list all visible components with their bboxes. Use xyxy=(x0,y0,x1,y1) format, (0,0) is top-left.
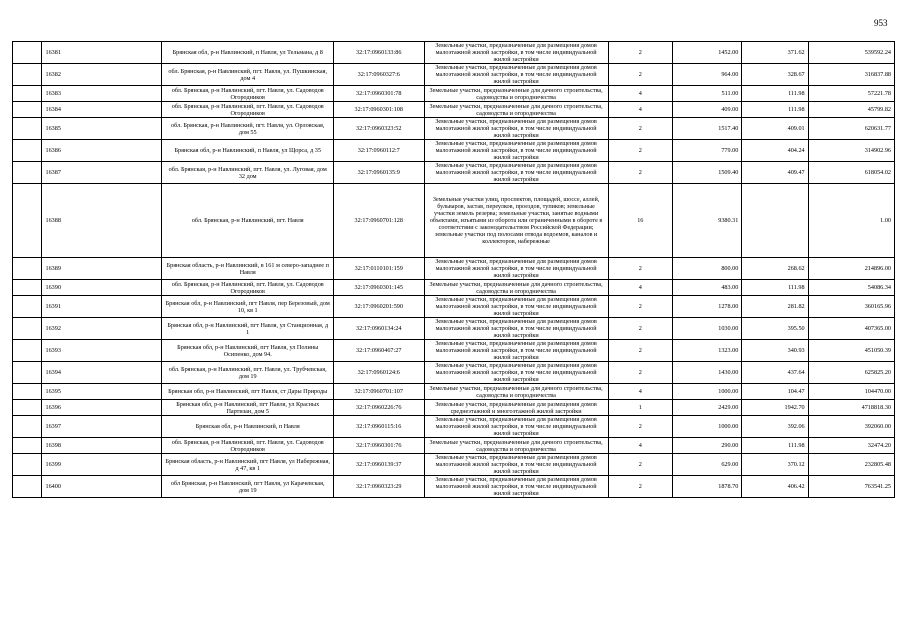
address-cell: Брянская обл, р-н Навлинский, п Навля xyxy=(162,416,334,438)
area-cell: 290.00 xyxy=(672,438,741,454)
address-cell: обл Брянская, р-н Навлинский, пгт Навля, ул Карачевская, дом 19 xyxy=(162,476,334,498)
area-cell: 629.00 xyxy=(672,454,741,476)
table-row xyxy=(13,476,895,498)
empty-cell xyxy=(13,400,42,416)
land-use-cell: Земельные участки улиц, проспектов, площадей, шоссе, аллей, бульваров, застав, переулков, проездов, тупиков; земельные участки земель резерва; земельные участки, занятые водными объектами, изъятыми из оборота или ограниченными в обороте в соответствии с законодательством Российской Федерации; земельные участки под полосами отвода водоемов, каналов и коллекторов, набережные xyxy=(424,184,608,258)
specific-value-cell: 395.50 xyxy=(742,318,808,340)
area-cell: 1430.00 xyxy=(672,362,741,384)
row-number: 16399 xyxy=(42,454,162,476)
area-cell: 1509.40 xyxy=(672,162,741,184)
row-number: 16383 xyxy=(42,86,162,102)
category-cell: 2 xyxy=(608,258,672,280)
empty-cell xyxy=(13,280,42,296)
cadastral-value-cell: 32474.20 xyxy=(808,438,894,454)
area-cell: 1278.00 xyxy=(672,296,741,318)
table-row xyxy=(13,42,895,64)
empty-cell xyxy=(13,318,42,340)
category-cell: 2 xyxy=(608,42,672,64)
land-use-cell: Земельные участки, предназначенные для размещения домов малоэтажной жилой застройки, в том числе индивидуальной жилой застройки xyxy=(424,140,608,162)
empty-cell xyxy=(13,340,42,362)
category-cell: 1 xyxy=(608,400,672,416)
address-cell: обл. Брянская, р-н Навлинский, пгт. Навля, ул. Садоводов Огородников xyxy=(162,438,334,454)
area-cell: 511.00 xyxy=(672,86,741,102)
row-number: 16394 xyxy=(42,362,162,384)
table-row xyxy=(13,416,895,438)
cadastral-value-cell: 360165.96 xyxy=(808,296,894,318)
cadastral-number-cell: 32:17:0960323:29 xyxy=(334,476,425,498)
cadastral-number-cell: 32:17:0960701:128 xyxy=(334,184,425,258)
category-cell: 2 xyxy=(608,476,672,498)
category-cell: 2 xyxy=(608,162,672,184)
cadastral-value-cell: 45799.82 xyxy=(808,102,894,118)
category-cell: 2 xyxy=(608,318,672,340)
area-cell: 1000.00 xyxy=(672,416,741,438)
address-cell: Брянская обл, р-н Навлинский, п Навля, ул Щорса, д 35 xyxy=(162,140,334,162)
category-cell: 4 xyxy=(608,102,672,118)
empty-cell xyxy=(13,184,42,258)
category-cell: 2 xyxy=(608,416,672,438)
empty-cell xyxy=(13,258,42,280)
land-use-cell: Земельные участки, предназначенные для размещения домов малоэтажной жилой застройки, в том числе индивидуальной жилой застройки xyxy=(424,454,608,476)
category-cell: 4 xyxy=(608,438,672,454)
area-cell: 1517.40 xyxy=(672,118,741,140)
row-number: 16397 xyxy=(42,416,162,438)
cadastral-value-cell: 1.00 xyxy=(808,184,894,258)
table-row xyxy=(13,318,895,340)
address-cell: Брянская обл, р-н Навлинский, пгт Навля, ул Станционная, д 1 xyxy=(162,318,334,340)
land-use-cell: Земельные участки, предназначенные для размещения домов малоэтажной жилой застройки, в том числе индивидуальной жилой застройки xyxy=(424,362,608,384)
area-cell: 9380.31 xyxy=(672,184,741,258)
cadastral-number-cell: 32:17:0960139:37 xyxy=(334,454,425,476)
area-cell: 409.00 xyxy=(672,102,741,118)
category-cell: 2 xyxy=(608,454,672,476)
category-cell: 4 xyxy=(608,86,672,102)
land-use-cell: Земельные участки, предназначенные для размещения домов малоэтажной жилой застройки, в том числе индивидуальной жилой застройки xyxy=(424,258,608,280)
row-number: 16392 xyxy=(42,318,162,340)
cadastral-number-cell: 32:17:0960135:9 xyxy=(334,162,425,184)
land-use-cell: Земельные участки, предназначенные для размещения домов среднеэтажной и многоэтажной жилой застройки xyxy=(424,400,608,416)
specific-value-cell: 404.24 xyxy=(742,140,808,162)
address-cell: обл. Брянская, р-н Навлинский, пгт. Навля, ул. Пушкинская, дом 4 xyxy=(162,64,334,86)
empty-cell xyxy=(13,438,42,454)
cadastral-number-cell: 32:17:0110101:159 xyxy=(334,258,425,280)
row-number: 16386 xyxy=(42,140,162,162)
row-number: 16398 xyxy=(42,438,162,454)
cadastral-number-cell: 32:17:0960701:107 xyxy=(334,384,425,400)
category-cell: 2 xyxy=(608,340,672,362)
category-cell: 4 xyxy=(608,384,672,400)
category-cell: 2 xyxy=(608,64,672,86)
specific-value-cell: 111.98 xyxy=(742,102,808,118)
category-cell: 4 xyxy=(608,280,672,296)
category-cell: 2 xyxy=(608,362,672,384)
cadastral-number-cell: 32:17:0960134:24 xyxy=(334,318,425,340)
empty-cell xyxy=(13,102,42,118)
row-number: 16382 xyxy=(42,64,162,86)
empty-cell xyxy=(13,384,42,400)
specific-value-cell: 371.62 xyxy=(742,42,808,64)
land-use-cell: Земельные участки, предназначенные для размещения домов малоэтажной жилой застройки, в том числе индивидуальной жилой застройки xyxy=(424,296,608,318)
empty-cell xyxy=(13,454,42,476)
specific-value-cell: 437.64 xyxy=(742,362,808,384)
cadastral-number-cell: 32:17:0960115:16 xyxy=(334,416,425,438)
area-cell: 800.00 xyxy=(672,258,741,280)
area-cell: 964.00 xyxy=(672,64,741,86)
table-row xyxy=(13,296,895,318)
land-use-cell: Земельные участки, предназначенные для размещения домов малоэтажной жилой застройки, в том числе индивидуальной жилой застройки xyxy=(424,118,608,140)
row-number: 16384 xyxy=(42,102,162,118)
specific-value-cell: 1942.70 xyxy=(742,400,808,416)
table-row xyxy=(13,400,895,416)
cadastral-number-cell: 32:17:0960112:7 xyxy=(334,140,425,162)
land-use-cell: Земельные участки, предназначенные для размещения домов малоэтажной жилой застройки, в том числе индивидуальной жилой застройки xyxy=(424,64,608,86)
address-cell: Брянская обл, р-н Навлинский, пгт Навля, ул Полины Осипенко, дом 94. xyxy=(162,340,334,362)
land-use-cell: Земельные участки, предназначенные для дачного строительства, садоводства и огородничества xyxy=(424,86,608,102)
empty-cell xyxy=(13,64,42,86)
address-cell: обл. Брянская, р-н Навлинский, пгт. Навля, ул. Садоводов Огородников xyxy=(162,86,334,102)
specific-value-cell: 268.62 xyxy=(742,258,808,280)
cadastral-number-cell: 32:17:0960467:27 xyxy=(334,340,425,362)
area-cell: 779.00 xyxy=(672,140,741,162)
cadastral-value-cell: 539592.24 xyxy=(808,42,894,64)
category-cell: 16 xyxy=(608,184,672,258)
cadastral-value-cell: 407365.00 xyxy=(808,318,894,340)
category-cell: 2 xyxy=(608,140,672,162)
address-cell: обл. Брянская, р-н Навлинский, пгт. Навля, ул. Луговая, дом 32 дом xyxy=(162,162,334,184)
specific-value-cell: 104.47 xyxy=(742,384,808,400)
page-number: 953 xyxy=(874,18,888,28)
address-cell: Брянская область, р-н Навлинский, в 161 м северо-западнее п Навля xyxy=(162,258,334,280)
specific-value-cell: 409.47 xyxy=(742,162,808,184)
cadastral-value-cell: 625825.20 xyxy=(808,362,894,384)
cadastral-value-cell: 763541.25 xyxy=(808,476,894,498)
table-row xyxy=(13,454,895,476)
row-number: 16388 xyxy=(42,184,162,258)
cadastral-number-cell: 32:17:0960301:108 xyxy=(334,102,425,118)
land-use-cell: Земельные участки, предназначенные для размещения домов малоэтажной жилой застройки, в том числе индивидуальной жилой застройки xyxy=(424,476,608,498)
row-number: 16395 xyxy=(42,384,162,400)
cadastral-value-cell: 232805.48 xyxy=(808,454,894,476)
specific-value-cell: 111.98 xyxy=(742,86,808,102)
cadastral-value-cell: 451050.39 xyxy=(808,340,894,362)
area-cell: 483.00 xyxy=(672,280,741,296)
empty-cell xyxy=(13,86,42,102)
cadastral-value-cell: 104470.00 xyxy=(808,384,894,400)
land-use-cell: Земельные участки, предназначенные для размещения домов малоэтажной жилой застройки, в том числе индивидуальной жилой застройки xyxy=(424,162,608,184)
area-cell: 1000.00 xyxy=(672,384,741,400)
table-row xyxy=(13,362,895,384)
specific-value-cell: 111.98 xyxy=(742,280,808,296)
empty-cell xyxy=(13,416,42,438)
category-cell: 2 xyxy=(608,118,672,140)
specific-value-cell xyxy=(742,184,808,258)
address-cell: Брянская обл, р-н Навлинский, п Навля, ул Тельмана, д 8 xyxy=(162,42,334,64)
cadastral-number-cell: 32:17:0960323:52 xyxy=(334,118,425,140)
empty-cell xyxy=(13,118,42,140)
table-row xyxy=(13,162,895,184)
land-use-cell: Земельные участки, предназначенные для дачного строительства, садоводства и огородничества xyxy=(424,384,608,400)
cadastral-number-cell: 32:17:0960327:6 xyxy=(334,64,425,86)
row-number: 16387 xyxy=(42,162,162,184)
address-cell: обл. Брянская, р-н Навлинский, пгт. Навля, ул. Садоводов Огородников xyxy=(162,102,334,118)
address-cell: обл. Брянская, р-н Навлинский, пгт. Навля xyxy=(162,184,334,258)
specific-value-cell: 281.82 xyxy=(742,296,808,318)
specific-value-cell: 370.12 xyxy=(742,454,808,476)
specific-value-cell: 111.98 xyxy=(742,438,808,454)
empty-cell xyxy=(13,476,42,498)
empty-cell xyxy=(13,362,42,384)
cadastral-number-cell: 32:17:0960226:76 xyxy=(334,400,425,416)
cadastral-value-cell: 214896.00 xyxy=(808,258,894,280)
specific-value-cell: 392.06 xyxy=(742,416,808,438)
table-row xyxy=(13,258,895,280)
address-cell: Брянская обл, р-н Навлинский, пгт Навля, ул Красных Партизан, дом 5 xyxy=(162,400,334,416)
cadastral-number-cell: 32:17:0960301:76 xyxy=(334,438,425,454)
specific-value-cell: 409.01 xyxy=(742,118,808,140)
area-cell: 1030.00 xyxy=(672,318,741,340)
row-number: 16389 xyxy=(42,258,162,280)
table-row xyxy=(13,86,895,102)
table-row xyxy=(13,438,895,454)
category-cell: 2 xyxy=(608,296,672,318)
cadastral-value-cell: 57221.78 xyxy=(808,86,894,102)
cadastral-value-cell: 314902.96 xyxy=(808,140,894,162)
cadastral-value-cell: 618054.02 xyxy=(808,162,894,184)
table-row xyxy=(13,140,895,162)
row-number: 16396 xyxy=(42,400,162,416)
land-use-cell: Земельные участки, предназначенные для размещения домов малоэтажной жилой застройки, в том числе индивидуальной жилой застройки xyxy=(424,318,608,340)
table-row xyxy=(13,340,895,362)
land-use-cell: Земельные участки, предназначенные для дачного строительства, садоводства и огородничества xyxy=(424,280,608,296)
cadastral-value-cell: 4718818.30 xyxy=(808,400,894,416)
cadastral-value-table xyxy=(12,41,895,498)
specific-value-cell: 340.93 xyxy=(742,340,808,362)
address-cell: Брянская обл, р-н Навлинский, пгт Навля, ст Дары Природы xyxy=(162,384,334,400)
specific-value-cell: 406.42 xyxy=(742,476,808,498)
table-row xyxy=(13,184,895,258)
cadastral-number-cell: 32:17:0960201:590 xyxy=(334,296,425,318)
address-cell: обл. Брянская, р-н Навлинский, пгт. Навля, ул. Орловская, дом 55 xyxy=(162,118,334,140)
cadastral-value-cell: 316837.88 xyxy=(808,64,894,86)
empty-cell xyxy=(13,296,42,318)
table-row xyxy=(13,280,895,296)
empty-cell xyxy=(13,162,42,184)
cadastral-value-cell: 392060.00 xyxy=(808,416,894,438)
table-row xyxy=(13,64,895,86)
row-number: 16381 xyxy=(42,42,162,64)
area-cell: 1323.00 xyxy=(672,340,741,362)
land-use-cell: Земельные участки, предназначенные для размещения домов малоэтажной жилой застройки, в том числе индивидуальной жилой застройки xyxy=(424,340,608,362)
row-number: 16393 xyxy=(42,340,162,362)
row-number: 16391 xyxy=(42,296,162,318)
specific-value-cell: 328.67 xyxy=(742,64,808,86)
area-cell: 1452.00 xyxy=(672,42,741,64)
address-cell: Брянская обл, р-н Навлинский, пгт Навля, пер Березовый, дом 10, кв 1 xyxy=(162,296,334,318)
table-row xyxy=(13,384,895,400)
address-cell: обл. Брянская, р-н Навлинский, пгт. Навля, ул. Трубчевская, дом 19 xyxy=(162,362,334,384)
cadastral-number-cell: 32:17:0960301:145 xyxy=(334,280,425,296)
row-number: 16390 xyxy=(42,280,162,296)
empty-cell xyxy=(13,42,42,64)
row-number: 16400 xyxy=(42,476,162,498)
cadastral-value-cell: 620631.77 xyxy=(808,118,894,140)
cadastral-number-cell: 32:17:0960124:6 xyxy=(334,362,425,384)
cadastral-number-cell: 32:17:0960301:78 xyxy=(334,86,425,102)
land-use-cell: Земельные участки, предназначенные для размещения домов малоэтажной жилой застройки, в том числе индивидуальной жилой застройки xyxy=(424,416,608,438)
table-row xyxy=(13,118,895,140)
address-cell: Брянская область, р-н Навлинский, пгт Навля, ул Набережная, д 47, кв 1 xyxy=(162,454,334,476)
land-use-cell: Земельные участки, предназначенные для размещения домов малоэтажной жилой застройки, в том числе индивидуальной жилой застройки xyxy=(424,42,608,64)
cadastral-value-cell: 54086.34 xyxy=(808,280,894,296)
table-row xyxy=(13,102,895,118)
cadastral-number-cell: 32:17:0960133:86 xyxy=(334,42,425,64)
empty-cell xyxy=(13,140,42,162)
area-cell: 2429.00 xyxy=(672,400,741,416)
land-use-cell: Земельные участки, предназначенные для дачного строительства, садоводства и огородничества xyxy=(424,102,608,118)
area-cell: 1878.70 xyxy=(672,476,741,498)
address-cell: обл. Брянская, р-н Навлинский, пгт. Навля, ул. Садоводов Огородников xyxy=(162,280,334,296)
row-number: 16385 xyxy=(42,118,162,140)
land-use-cell: Земельные участки, предназначенные для дачного строительства, садоводства и огородничества xyxy=(424,438,608,454)
